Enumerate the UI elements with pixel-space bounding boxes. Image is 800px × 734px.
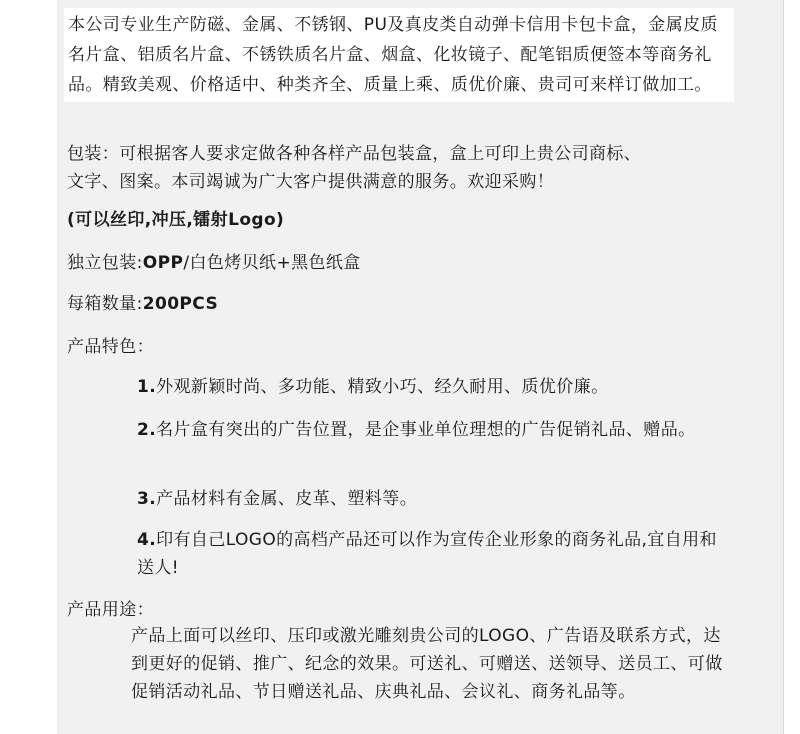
feature-text: 外观新颖时尚、多功能、精致小巧、经久耐用、质优价廉。 (156, 377, 609, 397)
single-pack-label: 独立包装: (67, 253, 143, 273)
feature-text: 名片盒有突出的广告位置，是企事业单位理想的广告促销礼品、赠品。 (156, 420, 696, 440)
feature-number: 1. (137, 377, 157, 397)
feature-text: 印有自己LOGO的高档产品还可以作为宣传企业形象的商务礼品,宜自用和送人! (137, 530, 717, 578)
packaging-line-1: 包装：可根据客人要求定做各种各样产品包装盒，盒上可印上贵公司商标、 (67, 144, 642, 164)
feature-item-2 (67, 416, 727, 444)
intro-paragraph: 本公司专业生产防磁、金属、不锈钢、PU及真皮类自动弹卡信用卡包卡盒，金属皮质名片盒、铝质名片盒、不锈铁质名片盒、烟盒、化妆镜子、配笔铝质便签本等商务礼品。精致美观、价格适中、种类齐全、质量上乘、质优价廉、贵司可来样订做加工。 (64, 8, 734, 102)
feature-number: 4. (137, 530, 157, 550)
per-box-value: 200PCS (142, 294, 219, 314)
feature-item-1 (137, 373, 609, 401)
packaging-line-2: 文字、图案。本司竭诚为广大客户提供满意的服务。欢迎采购！ (67, 172, 555, 192)
feature-item-4 (67, 526, 727, 582)
single-pack-line (67, 249, 361, 277)
usage-paragraph (67, 622, 727, 706)
features-heading: 产品特色： (67, 337, 154, 357)
feature-item-3 (137, 485, 417, 513)
single-pack-value-opp: OPP (142, 253, 184, 273)
per-box-label: 每箱数量: (67, 294, 143, 314)
usage-text: 产品上面可以丝印、压印或激光雕刻贵公司的LOGO、广告语及联系方式，达到更好的促销、推广、纪念的效果。可送礼、可赠送、送领导、送员工、可做促销活动礼品、节日赠送礼品、庆典礼品、会议礼、商务礼品等。 (131, 626, 723, 702)
per-box-line (67, 290, 218, 318)
right-divider (783, 0, 784, 734)
feature-number: 2. (137, 420, 157, 440)
feature-text: 产品材料有金属、皮革、塑料等。 (156, 489, 418, 509)
usage-heading: 产品用途： (67, 600, 154, 620)
logo-note: (可以丝印,冲压,镭射Logo) (67, 210, 285, 230)
single-pack-value-rest: /白色烤贝纸+黑色纸盒 (183, 253, 361, 273)
feature-number: 3. (137, 489, 157, 509)
